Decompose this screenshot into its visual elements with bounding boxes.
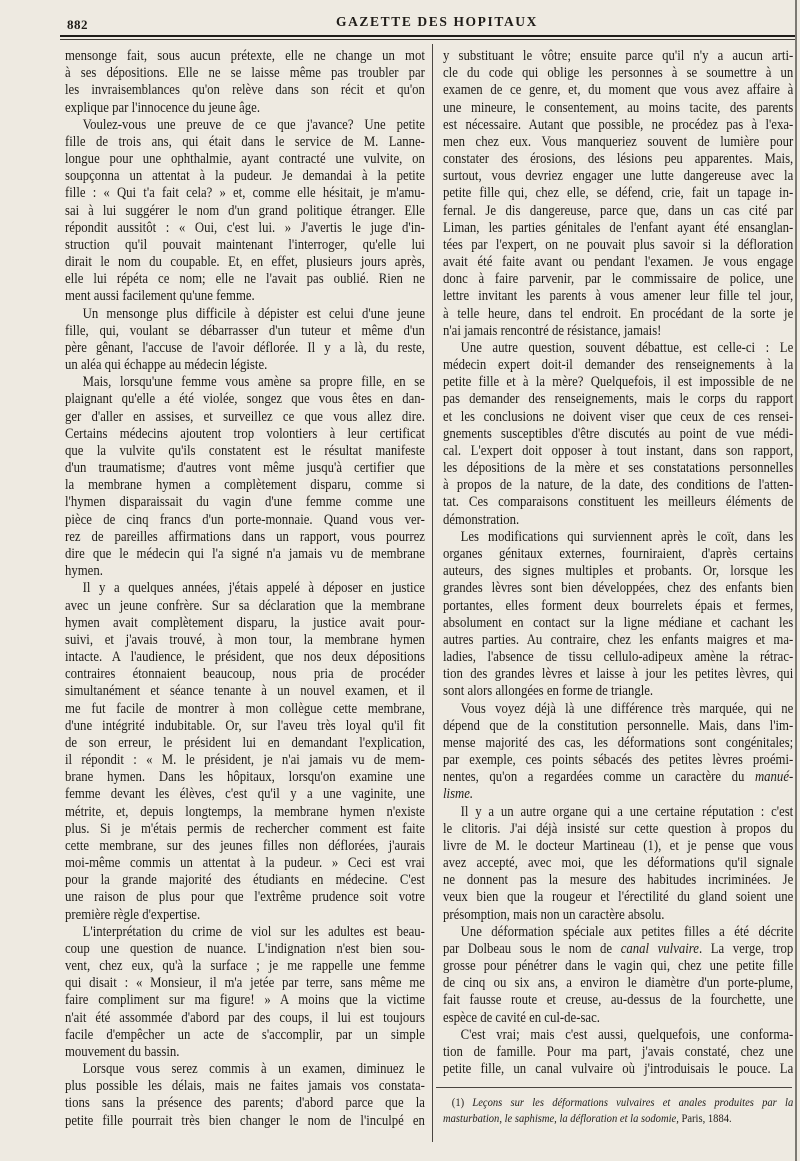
text-line [443,512,793,529]
text-line [65,958,425,975]
line-text: auteurs, des signes multiples et probants. Or, lorsque les [443,563,794,580]
text-line [65,1044,425,1061]
text-line [65,872,425,889]
paragraph [443,924,793,1027]
text-line [65,701,425,718]
text-line [443,254,793,271]
text-line [443,409,793,426]
text-line [443,735,793,752]
text-line [443,391,793,408]
line-text: petite fille, un canal vulvaire où j'introduisais le pouce. La [443,1061,794,1078]
text-line [65,855,425,872]
text-line [443,718,793,735]
line-text: présomption, mais non un caractère absolu. [443,906,665,923]
line-text: pièce de cinq francs d'un porte-monnaie. Quand vous ver- [65,511,425,528]
text-line [443,117,793,134]
line-text: de cinq ou six ans, a environ le diamètre d'un porte-plume, [443,975,794,992]
text-line [65,941,425,958]
line-text [443,786,473,802]
line-text: moi-même commis un attentat à la pudeur. » Ceci est vrai [65,855,425,872]
text-line [443,683,793,700]
text-line [65,1078,425,1095]
text-line [443,494,793,511]
page-edge [795,0,797,1161]
text-line [65,1113,425,1130]
text-segment: par Dolbeau sous le nom de [443,940,621,957]
header-rule [60,35,795,37]
line-text: me fut facile de montrer à mon collègue cette membrane, [65,700,425,717]
line-text: soupçonna un attentat à la pudeur. Je demandai à la petite [65,168,425,185]
line-text: donc à faire parvenir, par le commissaire de police, une [443,271,794,288]
text-line [443,701,793,718]
line-text: une mineure, le consentement, au moins tacite, des parents [443,99,794,116]
line-text: organes génitaux externes, fourniraient, d'après certains [443,545,794,562]
line-text: Vous voyez déjà là une différence très marquée, qui ne [460,700,794,717]
line-text: C'est vrai; mais c'est aussi, quelquefois, une conforma- [460,1026,794,1043]
line-text: examen de ce genre, et, du moment que vous avez affaire à [443,82,794,99]
text-line [443,323,793,340]
line-text: le clitoris. J'ai déjà insisté sur cette question à propos du [443,820,794,837]
text-line [443,546,793,563]
line-text: petite fille et à la mère? Quelquefois, il est impossible de ne [443,374,794,391]
line-text: n'ait été assommée d'abord par des coups, il lui est toujours [65,1009,425,1026]
line-text: ne donnent pas la mesure des habitudes incriminées. Je [443,872,794,889]
line-text: gnements susceptibles d'être discutés au point de vue médi- [443,425,794,442]
paragraph [443,701,793,804]
text-line [65,340,425,357]
line-text: Voulez-vous une preuve de ce que j'avance? Une petite [82,116,425,133]
line-text: y substituant le vôtre; ensuite parce qu'il n'y a aucun arti- [443,48,794,64]
text-line [443,306,793,323]
text-line [443,134,793,151]
text-line [65,426,425,443]
text-line [443,992,793,1009]
left-column [65,48,425,1130]
line-text: plus possible les délais, mais ne faites jamais vos constata- [65,1078,425,1095]
text-line [443,838,793,855]
text-line [443,632,793,649]
line-text: mouvement du bassin. [65,1043,180,1060]
text-line [443,529,793,546]
line-text: rez de pareilles affirmations dans un rapport, vous pourrez [65,528,425,545]
text-line [443,752,793,769]
paragraph [443,804,793,924]
line-text: mensonge fait, sous aucun prétexte, elle ne change un mot [65,48,425,64]
line-text: démonstration. [443,511,520,528]
paragraph [65,306,425,375]
line-text: à ses dépositions. Elle ne se laisse même pas troubler par [65,65,425,82]
text-line [443,821,793,838]
line-text: il répondit : « M. le président, je n'ai jamais vu de mem- [65,752,425,769]
text-line [65,735,425,752]
line-text: qui disait : « Monsieur, il m'a jetée par terre, sans même me [65,975,425,992]
text-line [65,683,425,700]
line-text: tion de famille. Pour ma part, j'avais constaté, chez une [443,1043,794,1060]
text-line [65,975,425,992]
line-text: grosse pour pénétrer dans le vagin qui, chez une petite fille [443,958,794,975]
text-line [443,477,793,494]
line-text: métrite, et, depuis longtemps, la membrane hymen n'existe [65,803,425,820]
line-text [443,941,793,957]
text-line [443,855,793,872]
text-line [443,615,793,632]
line-text: ger d'aller en assises, et surveillez ce que vous allez dire. [65,408,425,425]
text-line [65,460,425,477]
text-line [443,374,793,391]
line-text: cal. L'expert doit opposer à tout instant, dans son rapport, [443,442,794,459]
header-rule [60,39,795,40]
text-line [65,598,425,615]
line-text: un aléa qui échappe au médecin légiste. [65,357,268,374]
text-line [65,357,425,374]
text-line [65,151,425,168]
text-line [65,1095,425,1112]
line-text: les dépositions de la mère et ses constatations personnelles [443,460,794,477]
text-line [443,975,793,992]
italic-segment: masturbation, le saphisme, la défloration et la sodomie, [443,1111,679,1125]
line-text: hymen avait complètement disparu, la justice avait pour- [65,614,425,631]
line-text: une raison de plus pour que l'extrême prudence soit votre [65,889,425,906]
line-text: struction qu'il pouvait maintenant l'interroger, qu'elle lui [65,236,425,253]
text-line [65,546,425,563]
line-text: l'hymen disparaissait du vagin d'une femme comme une [65,494,425,511]
line-text: avec un jeune confrère. Sur sa déclaration que la membrane [65,597,425,614]
paragraph [65,580,425,923]
line-text: longue pour une ophthalmie, ayant contracté une vulvite, on [65,151,425,168]
text-line [65,323,425,340]
line-text: livre de M. le docteur Martineau (1), et je pense que vous [443,837,794,854]
text-line [443,443,793,460]
line-text: Les modifications qui surviennent après le coït, dans les [460,528,794,545]
line-text: portantes, elles forment deux bourrelets épais et fermes, [443,597,794,614]
italic-segment: manué- [754,769,794,786]
line-text: dirait le nom du coupable. Et, en effet, plusieurs jours après, [65,254,425,271]
text-line [443,185,793,202]
line-text: absolument en contact sur la ligne médiane et cachant les [443,614,794,631]
text-line [65,1027,425,1044]
line-text: Il y a quelques années, j'étais appelé à déposer en justice [82,580,425,597]
line-text: Certains médecins ajoutent trop volontiers à leur certificat [65,425,425,442]
line-text: tées par l'expert, on ne pouvait plus savoir si la défloration [443,236,794,253]
page-number: 882 [67,17,88,32]
paragraph [65,924,425,1061]
line-text: et les conclusions ne doivent viser que ceux de ces rensei- [443,408,794,425]
line-text: faire compliment sur ma figure! » A moins que la victime [65,992,425,1009]
line-text: plus. Si je m'étais permis de rechercher comment est faite [65,820,425,837]
text-line [65,786,425,803]
line-text: suivi, et j'avais trouvé, à mon tour, la membrane hymen [65,631,425,648]
line-text: à propos de la nature, de la date, des conditions de l'atten- [443,477,794,494]
text-line [65,924,425,941]
line-text: avait été faite avant ou pendant l'examen. Je vous engage [443,254,794,271]
text-line [65,632,425,649]
text-line [65,82,425,99]
text-line [443,288,793,305]
text-line [65,666,425,683]
text-line [65,494,425,511]
line-text [443,1111,732,1125]
text-line [65,992,425,1009]
text-line [443,460,793,477]
text-line [443,220,793,237]
line-text: fille : « Qui t'a fait cela? » et, comme elle hésitait, je m'amu- [65,185,425,202]
line-text: facile d'empêcher un acte de s'accomplir, par un simple [65,1026,425,1043]
text-line [443,580,793,597]
line-text: contraires étonnaient beaucoup, nous pria de procéder [65,666,425,683]
text-line [65,769,425,786]
text-segment: nentes, qu'on a regardées comme un caractère du [443,769,755,786]
text-line [443,598,793,615]
text-line [65,65,425,82]
text-line [65,306,425,323]
line-text: n'ai jamais rencontré de résistance, jamais! [443,322,662,339]
text-line [443,666,793,683]
line-text: Il y a un autre organe qui a une certaine réputation : c'est [460,803,794,820]
text-line [65,271,425,288]
line-text: Une autre question, souvent débattue, est celle-ci : Le [460,339,794,356]
italic-segment: canal vulvaire [620,940,699,957]
line-text: fernal. Je dis dangereuse, parce que, dans un cas cité par [443,202,794,219]
text-line [443,151,793,168]
line-text: pour la grande majorité des étudiants en médecine. C'est [65,872,425,889]
text-line [65,512,425,529]
line-text: ladies, l'absence de tissu cellulo-adipeux amène la rétrac- [443,649,794,666]
line-text: d'une intégrité indubitable. Or, sur l'aveu très loyal qu'il fit [65,717,425,734]
text-line [65,168,425,185]
text-line [443,1061,793,1078]
text-line [65,134,425,151]
line-text [452,1095,793,1109]
line-text: les invraisemblances qu'on relève dans son récit et qu'on [65,82,425,99]
line-text: tat. Ces comparaisons constituent les meilleurs éléments de [443,494,794,511]
line-text: d'un traumatisme; d'autres vont même jusqu'à certifier que [65,460,425,477]
text-line [65,718,425,735]
text-line [65,1061,425,1078]
line-text: Un mensonge plus difficile à dépister est celui d'une jeune [82,305,425,322]
text-line [443,872,793,889]
text-line [443,941,793,958]
line-text: sont alors allongées en forme de triangle. [443,683,654,700]
line-text: première règle d'expertise. [65,906,201,923]
line-text: répondit aussitôt : « Oui, c'est lui. » J'avertis le juge d'in- [65,219,425,236]
line-text: constater des érosions, des lésions peu apparentes. Mais, [443,151,794,168]
line-text: par exemple, ces points sébacés des petites lèvres proémi- [443,752,794,769]
line-text: autres parties. Au contraire, chez les enfants maigres et ma- [443,631,794,648]
paragraph [65,48,425,117]
text-line [443,48,793,65]
text-line [443,769,793,786]
text-line [443,889,793,906]
line-text: fille, qui, voulant se débarrasser d'un tuteur et même d'un [65,322,425,339]
text-line [443,1027,793,1044]
paragraph [65,1061,425,1130]
text-line [443,357,793,374]
line-text: petite fille qui, chez elle, se défend, crie, fait un tapage in- [443,185,794,202]
line-text: vent, chez eux, qu'à la surface ; je me rappelle une femme [65,958,425,975]
text-line [443,426,793,443]
line-text: père gênant, l'accuse de l'avoir déflorée. Il y a là, du reste, [65,339,425,356]
line-text: Lorsque vous serez commis à un examen, diminuez le [82,1061,425,1078]
footnote [443,1094,793,1126]
line-text: pas demander des renseignements, mais le corps du rapport [443,391,794,408]
text-line [65,117,425,134]
line-text: intacte. A l'audience, le président, que nos deux dépositions [65,649,425,666]
line-text: tions sans la présence des parents; d'abord parce que la [65,1095,425,1112]
text-line [443,1010,793,1027]
line-text: de son erreur, le président lui en demandant l'explication, [65,734,425,751]
line-text: médecin expert doit-il demander des renseignements à la [443,357,794,374]
line-text: cette membrane, sur des jeunes filles non déflorées, j'aurais [65,837,425,854]
text-line [443,786,793,803]
line-text: hymen. [65,563,103,580]
text-line [443,907,793,924]
line-text: Une déformation spéciale aux petites filles a été décrite [460,923,794,940]
line-text: surtout, vous devriez engager une lutte dangereuse avec la [443,168,794,185]
paragraph [65,374,425,580]
column-divider [432,44,433,1142]
line-text: brane hymen. Dans les hôpitaux, lorsqu'on examine une [65,769,425,786]
line-text: femme devant les élèves, c'est qu'il y a une vaginite, une [65,786,425,803]
line-text: grandes lèvres sont bien développées, chez des enfants bien [443,580,794,597]
text-line [65,185,425,202]
line-text: est nécessaire. Autant que possible, ne procédez pas à l'exa- [443,116,794,133]
line-text: dépend que de la constitution personnelle. Mais, dans l'im- [443,717,794,734]
text-line [65,374,425,391]
text-line [65,409,425,426]
paragraph [443,340,793,529]
text-line [65,48,425,65]
text-line [443,958,793,975]
text-line [65,821,425,838]
text-line [65,477,425,494]
line-text: veux bien que la rougeur et l'érectilité du gland soient une [443,889,794,906]
line-text: fille de trois ans, qui était dans le service de M. Lanne- [65,133,425,150]
line-text: lettre invitant les parents à vous amener leur fille tel jour, [443,288,794,305]
text-line [65,804,425,821]
text-line [443,563,793,580]
text-line [65,237,425,254]
line-text: dire que le médecin qui l'a signé n'a jamais vu de membrane [65,545,425,562]
text-segment: Paris, 1884. [678,1111,732,1125]
text-line [443,1094,793,1110]
text-line [443,100,793,117]
line-text: ment aussi facilement qu'une femme. [65,288,255,305]
italic-segment: Leçons sur les déformations vulvaires et anales produites par la [472,1095,794,1109]
paragraph [443,529,793,701]
text-line [443,924,793,941]
right-column [443,48,793,1078]
line-text: plaignant qu'elle a été violée, songez que vous êtes en dan- [65,391,425,408]
text-line [65,1010,425,1027]
line-text: sai à lui suggérer le nom d'un grand politique étranger. Elle [65,202,425,219]
text-segment: . La verge, trop [698,940,794,957]
line-text: avez accepté, avec moi, que les déformations qu'il signale [443,855,794,872]
line-text: fait fausse route et creuse, au-dessus de la fourchette, une [443,992,794,1009]
text-line [65,254,425,271]
text-line [443,1110,793,1126]
line-text: simultanément et séance tenante à un nouvel examen, et il [65,683,425,700]
line-text: tion des grandes lèvres et laisse à jour les petites lèvres, qui [443,666,794,683]
text-line [65,580,425,597]
text-line [443,804,793,821]
text-segment: (1) [451,1095,473,1109]
text-line [65,889,425,906]
text-line [65,100,425,117]
line-text [443,769,793,785]
line-text: cle du code qui oblige les personnes à se soumettre à un [443,65,794,82]
line-text: coup une question de nuance. L'indignation n'est bien sou- [65,940,425,957]
line-text: espèce de cavité en cul-de-sac. [443,1009,600,1026]
text-line [65,288,425,305]
footnote-rule [436,1087,792,1088]
text-line [65,649,425,666]
line-text: men chez eux. Vous manqueriez souvent de lumière pour [443,133,794,150]
text-line [65,203,425,220]
masthead-title: GAZETTE DES HOPITAUX [335,14,539,29]
text-line [443,649,793,666]
text-line [443,237,793,254]
text-line [443,82,793,99]
line-text: petite fille pourrait très bien changer le nom de l'inculpé en [65,1112,425,1129]
text-line [65,391,425,408]
line-text: explique par l'innocence du jeune âge. [65,99,261,116]
line-text: elle lui répéta ce nom; elle ne l'avait pas oublié. Rien ne [65,271,425,288]
line-text: L'interprétation du crime de viol sur les adultes est beau- [82,923,425,940]
line-text: que la vulvite qu'ils constatent est le résultat manifeste [65,442,425,459]
text-line [443,203,793,220]
text-line [65,529,425,546]
line-text: Liman, les parties génitales de l'enfant ayant été ensanglan- [443,219,794,236]
paragraph [443,1027,793,1079]
text-line [65,563,425,580]
text-line [443,65,793,82]
text-line [443,340,793,357]
text-line [443,271,793,288]
text-line [443,1044,793,1061]
line-text: à telle heure, dans tel endroit. En procédant de la sorte je [443,305,794,322]
text-line [443,168,793,185]
text-line [65,443,425,460]
text-line [65,907,425,924]
line-text: mense majorité des cas, les déformations sont congénitales; [443,734,794,751]
text-line [65,752,425,769]
paragraph [443,48,793,340]
text-line [65,220,425,237]
paragraph [65,117,425,306]
line-text: la membrane hymen a complètement disparu, comme si [65,477,425,494]
text-line [65,838,425,855]
text-line [65,615,425,632]
line-text: Mais, lorsqu'une femme vous amène sa propre fille, en se [82,374,425,391]
italic-segment: lisme. [443,786,474,803]
